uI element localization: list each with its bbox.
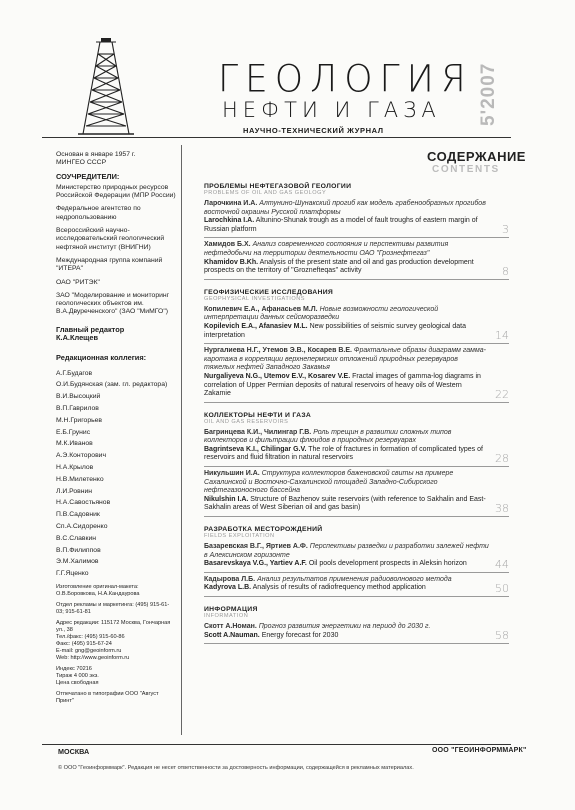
article-authors-ru: Копилевич Е.А., Афанасьев М.Л. — [204, 305, 318, 313]
article-authors-ru: Хамидов Б.Х. — [204, 241, 251, 249]
article-page-number: 3 — [502, 223, 509, 237]
section-title-ru: КОЛЛЕКТОРЫ НЕФТИ И ГАЗА — [204, 411, 312, 419]
article-divider — [204, 596, 509, 597]
board-member: Сп.А.Сидоренко — [56, 523, 108, 530]
article-authors-ru: Нургалиева Н.Г., Утемов Э.В., Косарев В.Е. — [204, 347, 352, 355]
article-divider — [204, 279, 509, 280]
article-authors-en: Kadyrova L.B. — [204, 584, 252, 592]
footer-divider — [42, 744, 511, 745]
article-title-en: Altunino-Shunak trough as a model of fault troughs of eastern margin of Russian platform — [204, 217, 478, 233]
printing-info: Отпечатано в типографии ООО "Август Принт" — [56, 691, 159, 705]
article-page-number: 58 — [495, 629, 509, 643]
board-member: Н.А.Крылов — [56, 464, 94, 472]
article-entry[interactable] — [204, 576, 509, 597]
board-member: Е.Б.Грунис — [56, 428, 91, 436]
phone-line: Тел./факс: (495) 915-60-86 — [56, 634, 125, 641]
article-ru — [204, 470, 489, 496]
article-authors-en: Khamidov B.Kh. — [204, 258, 259, 266]
article-page-number: 38 — [495, 502, 509, 516]
article-title-en: Oil pools development prospects in Aleksin horizon — [308, 560, 467, 568]
board-member: Н.А.Савостьянов — [56, 499, 111, 507]
article-title-ru: Перспективы разведки и разработки залежей нефти в Алексинском горизонте — [204, 543, 489, 559]
footer-publisher: ООО "ГЕОИНФОРММАРК" — [432, 747, 527, 754]
article-title-ru: Алтунино-Шунакский прогиб как модель грабенообразных прогибов восточной окраины Русской платформы — [204, 200, 486, 216]
ads-contact: Отдел рекламы и маркетинга: (495) 915-61-03; 915-61-81 — [56, 602, 170, 616]
article-title-ru: Анализ современного состояния и перспективы развития нефтедобычи на территории деятельности ОАО "Грознефтегаз" — [204, 241, 449, 257]
article-ru — [204, 200, 489, 217]
article-divider — [204, 466, 509, 467]
section-title-en: FIELDS EXPLOITATION — [204, 533, 275, 540]
article-entry[interactable] — [204, 200, 509, 238]
article-en — [204, 323, 489, 340]
article-entry[interactable] — [204, 623, 509, 644]
article-ru — [204, 429, 489, 446]
article-title-en: Structure of Bazhenov suite reservoirs (with reference to Sakhalin and East-Sakhalin areas of West Siberian oil and gas basin) — [204, 495, 486, 512]
board-member: Н.В.Милетенко — [56, 475, 104, 483]
founded-line: Основан в январе 1957 г. — [56, 151, 136, 158]
article-ru — [204, 576, 489, 585]
article-authors-en: Kopilevich E.A., Afanasiev M.L. — [204, 322, 308, 330]
founders-label: СОУЧРЕДИТЕЛИ: — [56, 171, 120, 181]
section-geophysical-investigations — [204, 289, 509, 403]
board-member: А.Э.Конторович — [56, 452, 107, 460]
board-member: В.П.Филиппов — [56, 546, 101, 554]
article-divider — [204, 643, 509, 644]
article-title-ru: Фрактальные образы диаграмм гамма-каротажа в корреляции верхнепермских отложений природных резервуаров тяжелых нефтей Западного Закамья — [204, 347, 486, 372]
article-authors-ru: Багринцева К.И., Чилингар Г.В. — [204, 428, 312, 436]
founding-info — [56, 151, 176, 168]
article-ru — [204, 543, 489, 560]
board-member: В.П.Гаврилов — [56, 405, 99, 413]
footer-city: МОСКВА — [58, 747, 90, 756]
founder-item: ОАО "РИТЭК" — [56, 278, 100, 286]
email-line: E-mail: gng@geoinform.ru — [56, 648, 122, 655]
tirage-line: Тираж 4 000 экз. — [56, 673, 99, 680]
contents-heading-en: CONTENTS — [432, 164, 500, 175]
section-information — [204, 606, 509, 644]
founder-item: Федеральное агентство по недропользованию — [56, 205, 141, 221]
board-member: Л.И.Ровнин — [56, 487, 93, 495]
section-fields-exploitation — [204, 526, 509, 597]
article-page-number: 14 — [495, 329, 509, 343]
journal-title: ГЕОЛОГИЯ — [218, 57, 473, 101]
article-ru — [204, 241, 489, 258]
article-authors-ru: Никульшин И.А. — [204, 470, 260, 478]
article-authors-en: Nikulshin I.A. — [204, 495, 249, 503]
article-title-ru: Новые возможности геологической интерпретации данных сейсморазведки — [204, 305, 439, 322]
article-en — [204, 259, 489, 276]
layout-credits — [56, 584, 176, 598]
contents-list — [204, 183, 509, 653]
board-member: М.Н.Григорьев — [56, 416, 103, 424]
issue-number: 5'2007 — [478, 62, 499, 126]
article-ru — [204, 347, 489, 373]
article-page-number: 44 — [495, 557, 509, 571]
price-line: Цена свободная — [56, 680, 99, 687]
article-divider — [204, 343, 509, 344]
journal-subtitle: НЕФТИ И ГАЗА — [222, 98, 441, 122]
article-ru — [204, 306, 489, 323]
article-title-en: Analysis of the present state and oil and gas production development prospects on the territory of "Groznefteqas" activity — [204, 258, 474, 275]
article-authors-ru: Базаревская В.Г., Яртиев А.Ф. — [204, 543, 308, 551]
board-member: В.С.Славкин — [56, 534, 97, 542]
article-title-ru: Прогноз развития энергетики на период до 2030 г. — [258, 623, 431, 630]
article-title-ru: Структура коллекторов баженовской свиты на примере Сахалинской и Восточно-Сахалинской площадей Западно-Сибирского нефтегазоносного бассейна — [204, 470, 454, 495]
founder-item: Министерство природных ресурсов Российской Федерации (МПР России) — [56, 183, 176, 200]
article-divider — [204, 402, 509, 403]
article-authors-en: Basarevskaya V.G., Yartiev A.F. — [204, 560, 307, 568]
article-en — [204, 560, 489, 569]
copyright-notice: © ООО "Геоинформмарк". Редакция не несет ответственности за достоверность информации, содержащейся в рекламных материалах. — [58, 765, 414, 771]
web-line: Web: http://www.geoinform.ru — [56, 655, 130, 662]
article-page-number: 22 — [495, 387, 509, 401]
article-page-number: 8 — [502, 264, 509, 278]
article-entry[interactable] — [204, 241, 509, 279]
journal-type: НАУЧНО-ТЕХНИЧЕСКИЙ ЖУРНАЛ — [243, 126, 384, 135]
index-line: Индекс 70216 — [56, 666, 92, 673]
section-title-ru: РАЗРАБОТКА МЕСТОРОЖДЕНИЙ — [204, 526, 323, 534]
founder-item: Всероссийский научно-исследовательский геологический нефтяной институт (ВНИГНИ) — [56, 227, 165, 251]
article-authors-ru: Ларочкина И.А. — [204, 200, 258, 207]
article-en — [204, 632, 489, 641]
board-member: Г.Г.Яценко — [56, 570, 89, 578]
board-member: М.К.Иванов — [56, 440, 93, 448]
article-authors-en: Bagrintseva K.I., Chilingar G.V. — [204, 445, 307, 453]
article-title-en: Analysis of results of radiofrequency method application — [252, 584, 426, 592]
article-page-number: 28 — [495, 452, 509, 466]
layout-names: О.В.Боровкова, Н.А.Кандаурова — [56, 591, 140, 598]
section-title-ru: ГЕОФИЗИЧЕСКИЕ ИССЛЕДОВАНИЯ — [204, 288, 334, 296]
article-entry[interactable] — [204, 306, 509, 344]
fax-line: Факс: (495) 915-67-24 — [56, 641, 112, 648]
column-divider — [181, 145, 182, 735]
header-divider — [42, 137, 511, 138]
section-title-ru: ИНФОРМАЦИЯ — [204, 606, 258, 613]
board-member: А.Г.Будагов — [56, 369, 93, 377]
ministry-line: МИНГЕО СССР — [56, 159, 107, 167]
editorial-board-label: Редакционная коллегия: — [56, 353, 147, 363]
board-member: О.И.Будянская (зам. гл. редактора) — [56, 381, 168, 389]
section-title-ru: ПРОБЛЕМЫ НЕФТЕГАЗОВОЙ ГЕОЛОГИИ — [204, 183, 352, 190]
article-en — [204, 496, 489, 513]
oil-derrick-logo — [78, 38, 134, 138]
article-ru — [204, 623, 489, 632]
chief-editor-label: Главный редактор — [56, 324, 125, 334]
article-entry[interactable] — [204, 429, 509, 467]
board-member: Э.М.Халимов — [56, 558, 99, 566]
board-member: В.И.Высоцкий — [56, 393, 101, 401]
layout-label: Изготовление оригинал-макета: — [56, 584, 139, 591]
article-divider — [204, 516, 509, 517]
chief-editor-name: К.А.Клещев — [56, 333, 99, 343]
article-title-en: Energy forecast for 2030 — [261, 631, 339, 639]
article-divider — [204, 237, 509, 238]
article-title-ru: Роль трещин в развитии сложных типов коллекторов и фильтрации флюидов в природных резервуарах — [204, 428, 452, 445]
article-divider — [204, 572, 509, 573]
article-authors-en: Scott A.Nauman. — [204, 631, 260, 639]
article-title-en: New possibilities of seismic survey geological data interpretation — [204, 322, 466, 339]
article-entry[interactable] — [204, 347, 509, 403]
article-authors-ru: Скотт А.Номан. — [204, 623, 257, 630]
article-en — [204, 446, 489, 463]
article-title-en: The role of fractures in formation of complicated types of reservoirs and fluid filtration in natural reservoirs — [204, 445, 483, 462]
article-title-en: Fractal images of gamma-log diagrams in correlation of Upper Permian deposits of natural reservoirs of heavy oils of Western Zakamie — [204, 372, 481, 398]
article-en — [204, 217, 489, 234]
section-title-en: PROBLEMS OF OIL AND GAS GEOLOGY — [204, 190, 327, 196]
editorial-address: Адрес редакции: 115172 Москва, Гончарная ул., 38 — [56, 620, 171, 634]
section-oil-gas-geology — [204, 183, 509, 280]
section-title-en: INFORMATION — [204, 613, 249, 619]
article-authors-ru: Кадырова Л.Б. — [204, 575, 256, 583]
article-en — [204, 584, 489, 593]
article-entry[interactable] — [204, 470, 509, 517]
section-title-en: GEOPHYSICAL INVESTIGATIONS — [204, 295, 305, 302]
article-title-ru: Анализ результатов применения радиоволнового метода — [257, 575, 452, 583]
contents-heading-ru: СОДЕРЖАНИЕ — [427, 149, 526, 164]
article-authors-en: Larochkina I.A. — [204, 217, 255, 225]
section-oil-gas-reservoirs — [204, 412, 509, 517]
article-authors-en: Nurgaliyeva N.G., Utemov E.V., Kosarev V.E. — [204, 372, 351, 380]
masthead-column — [56, 151, 176, 705]
founder-item: Международная группа компаний "ИТЕРА" — [56, 256, 163, 273]
article-en — [204, 373, 489, 399]
article-entry[interactable] — [204, 543, 509, 573]
board-member: П.В.Садовник — [56, 511, 100, 519]
article-page-number: 50 — [495, 582, 509, 595]
founder-item: ЗАО "Моделирование и мониторинг геологических объектов им. В.А.Двуреченского" (ЗАО "МиМГО") — [56, 291, 170, 316]
section-title-en: OIL AND GAS RESERVOIRS — [204, 418, 289, 425]
